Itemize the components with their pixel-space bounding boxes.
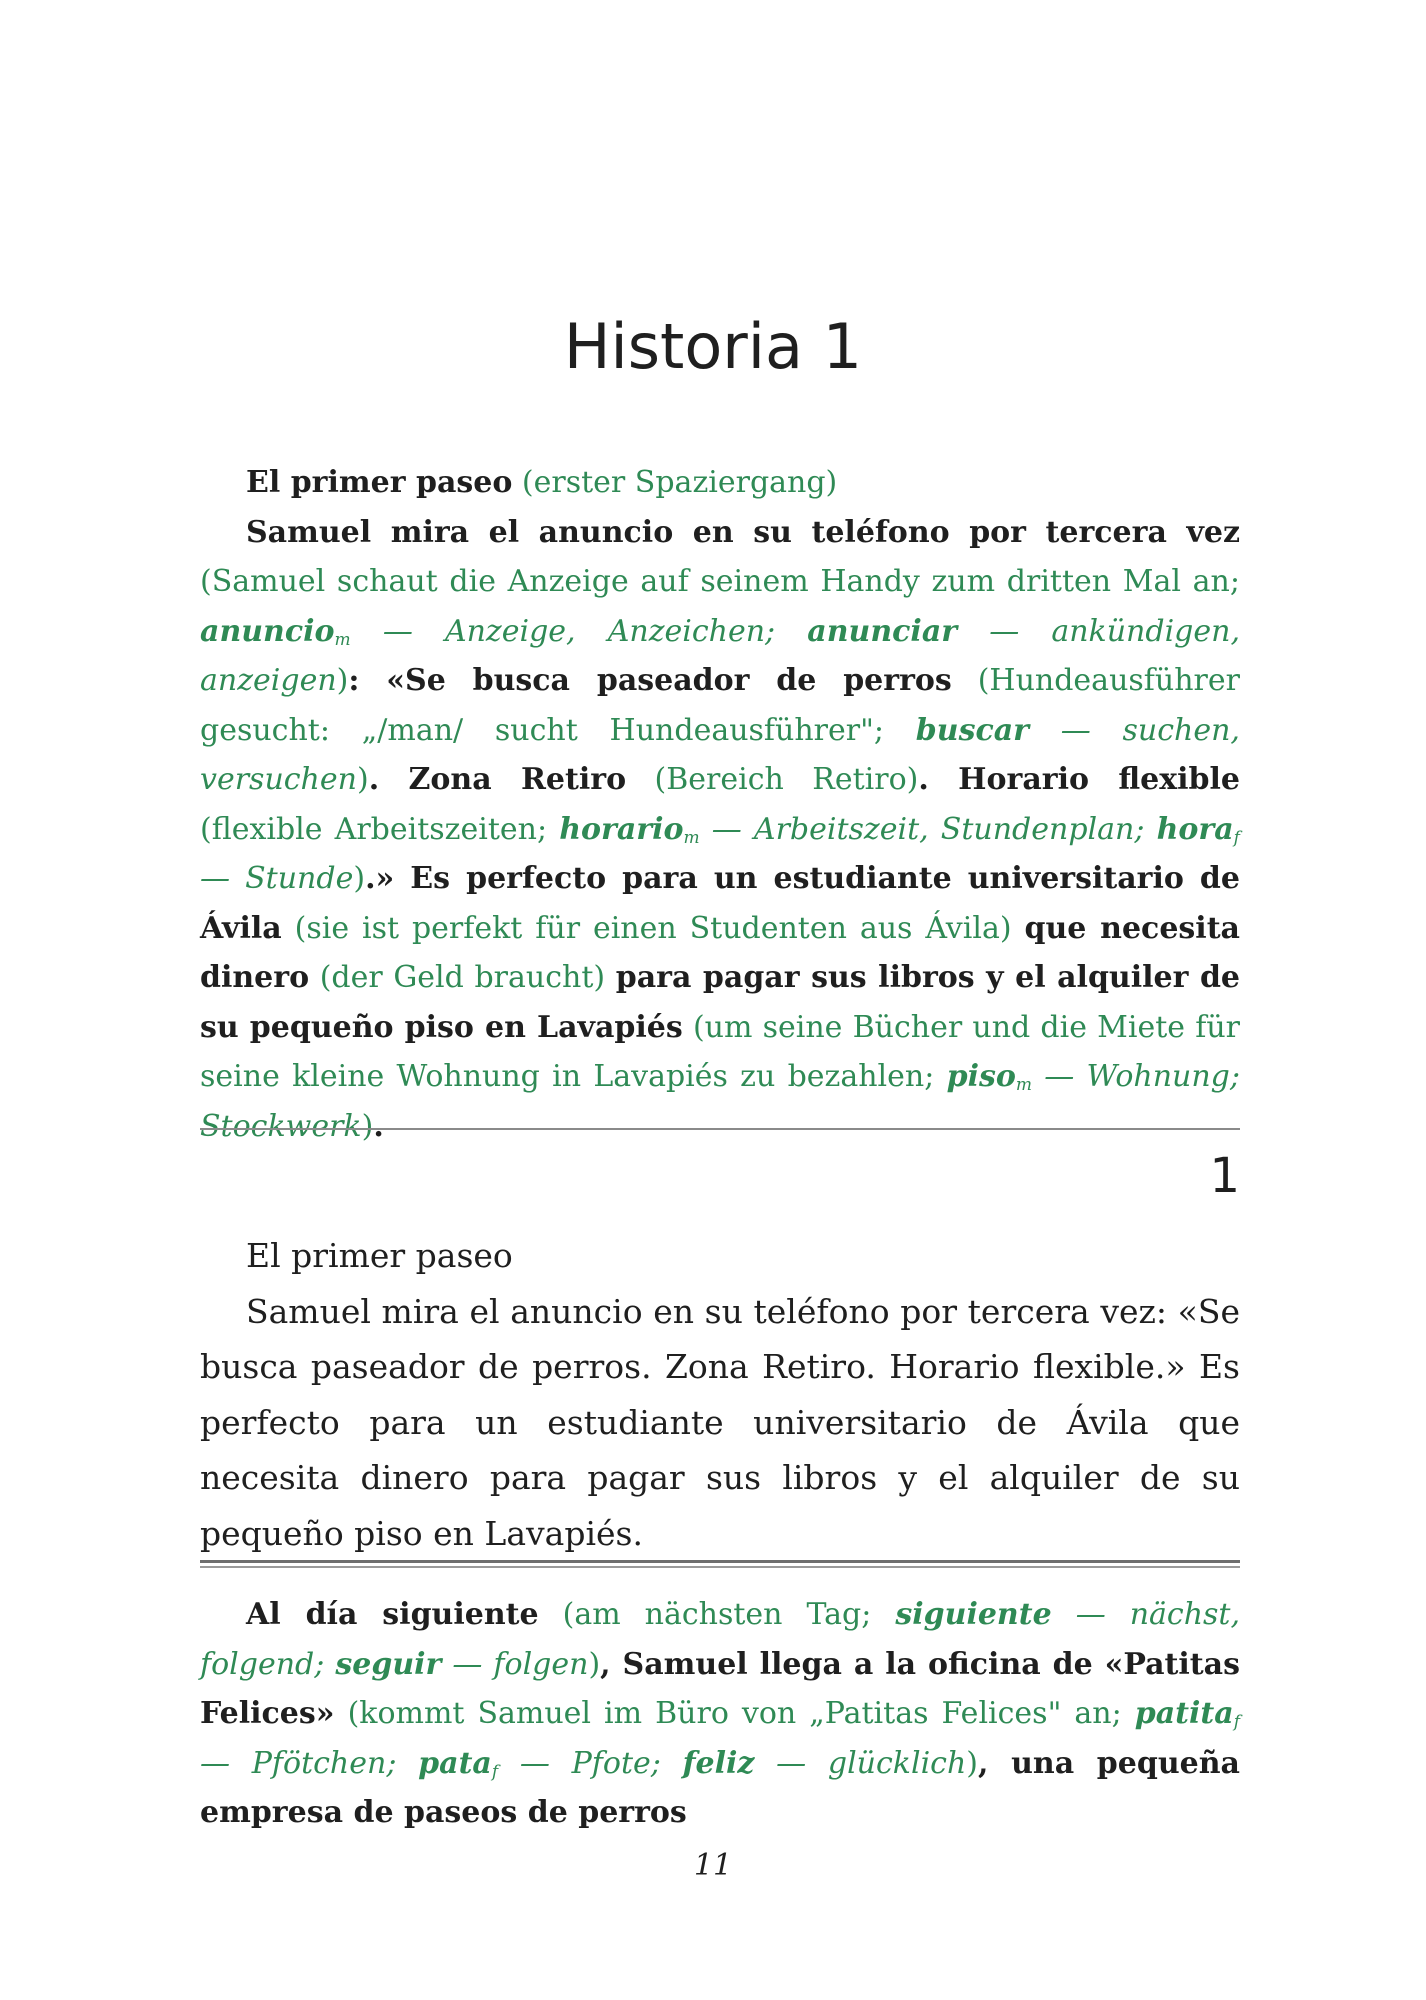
chapter-title: Historia 1 bbox=[563, 310, 863, 383]
annotated-text-block bbox=[200, 458, 1240, 1151]
plain-text-block bbox=[200, 1228, 1240, 1561]
double-divider bbox=[200, 1560, 1240, 1568]
section-divider bbox=[200, 1128, 1240, 1130]
annotated-paragraph-2: Al día siguiente (am nächsten Tag; siguiente — nächst, folgend; seguir — folgen), Samuel llega a la oficina de «Patitas Felices» (kommt Samuel im Büro von „Patitas Felices" an; patita$_f$ — Pfötchen; pata$_f$ — Pfote; feliz — glücklich), una pequeña empresa de paseos de perros bbox=[200, 1597, 1241, 1830]
annotated-heading: El primer paseo (erster Spaziergang) bbox=[246, 465, 838, 500]
plain-heading: El primer paseo bbox=[246, 1236, 513, 1275]
section-number: 1 bbox=[1209, 1148, 1240, 1204]
page-number: 11 bbox=[693, 1848, 733, 1883]
annotated-text-block-2 bbox=[200, 1590, 1240, 1838]
plain-paragraph: Samuel mira el anuncio en su teléfono por tercera vez: «Se busca paseador de perros. Zona Retiro. Horario flexible.» Es perfecto para un estudiante universitario de Ávila que necesita dinero para pagar sus libros y el alquiler de su pequeño piso en Lavapiés. bbox=[200, 1291, 1240, 1553]
annotated-paragraph: Samuel mira el anuncio en su teléfono por tercera vez (Samuel schaut die Anzeige auf seinem Handy zum dritten Mal an; anuncio$_m$ — Anzeige, Anzeichen; anunciar — ankündigen, anzeigen): «Se busca paseador de perros (Hundeausführer gesucht: „/man/ sucht Hundeausführer"; buscar — suchen, versuchen). Zona Retiro (Bereich Retiro). Horario flexible (flexible Arbeitszeiten; horario$_m$ — Arbeitszeit, Stundenplan; hora$_f$ — Stunde).» Es perfecto para un estudiante universitario de Ávila (sie ist perfekt für einen Studenten aus Ávila) que necesita dinero (der Geld braucht) para pagar sus libros y el alquiler de su pequeño piso en Lavapiés (um seine Bücher und die Miete für seine kleine Wohnung in Lavapiés zu bezahlen; piso$_m$ — Wohnung; Stockwerk). bbox=[200, 514, 1241, 1144]
